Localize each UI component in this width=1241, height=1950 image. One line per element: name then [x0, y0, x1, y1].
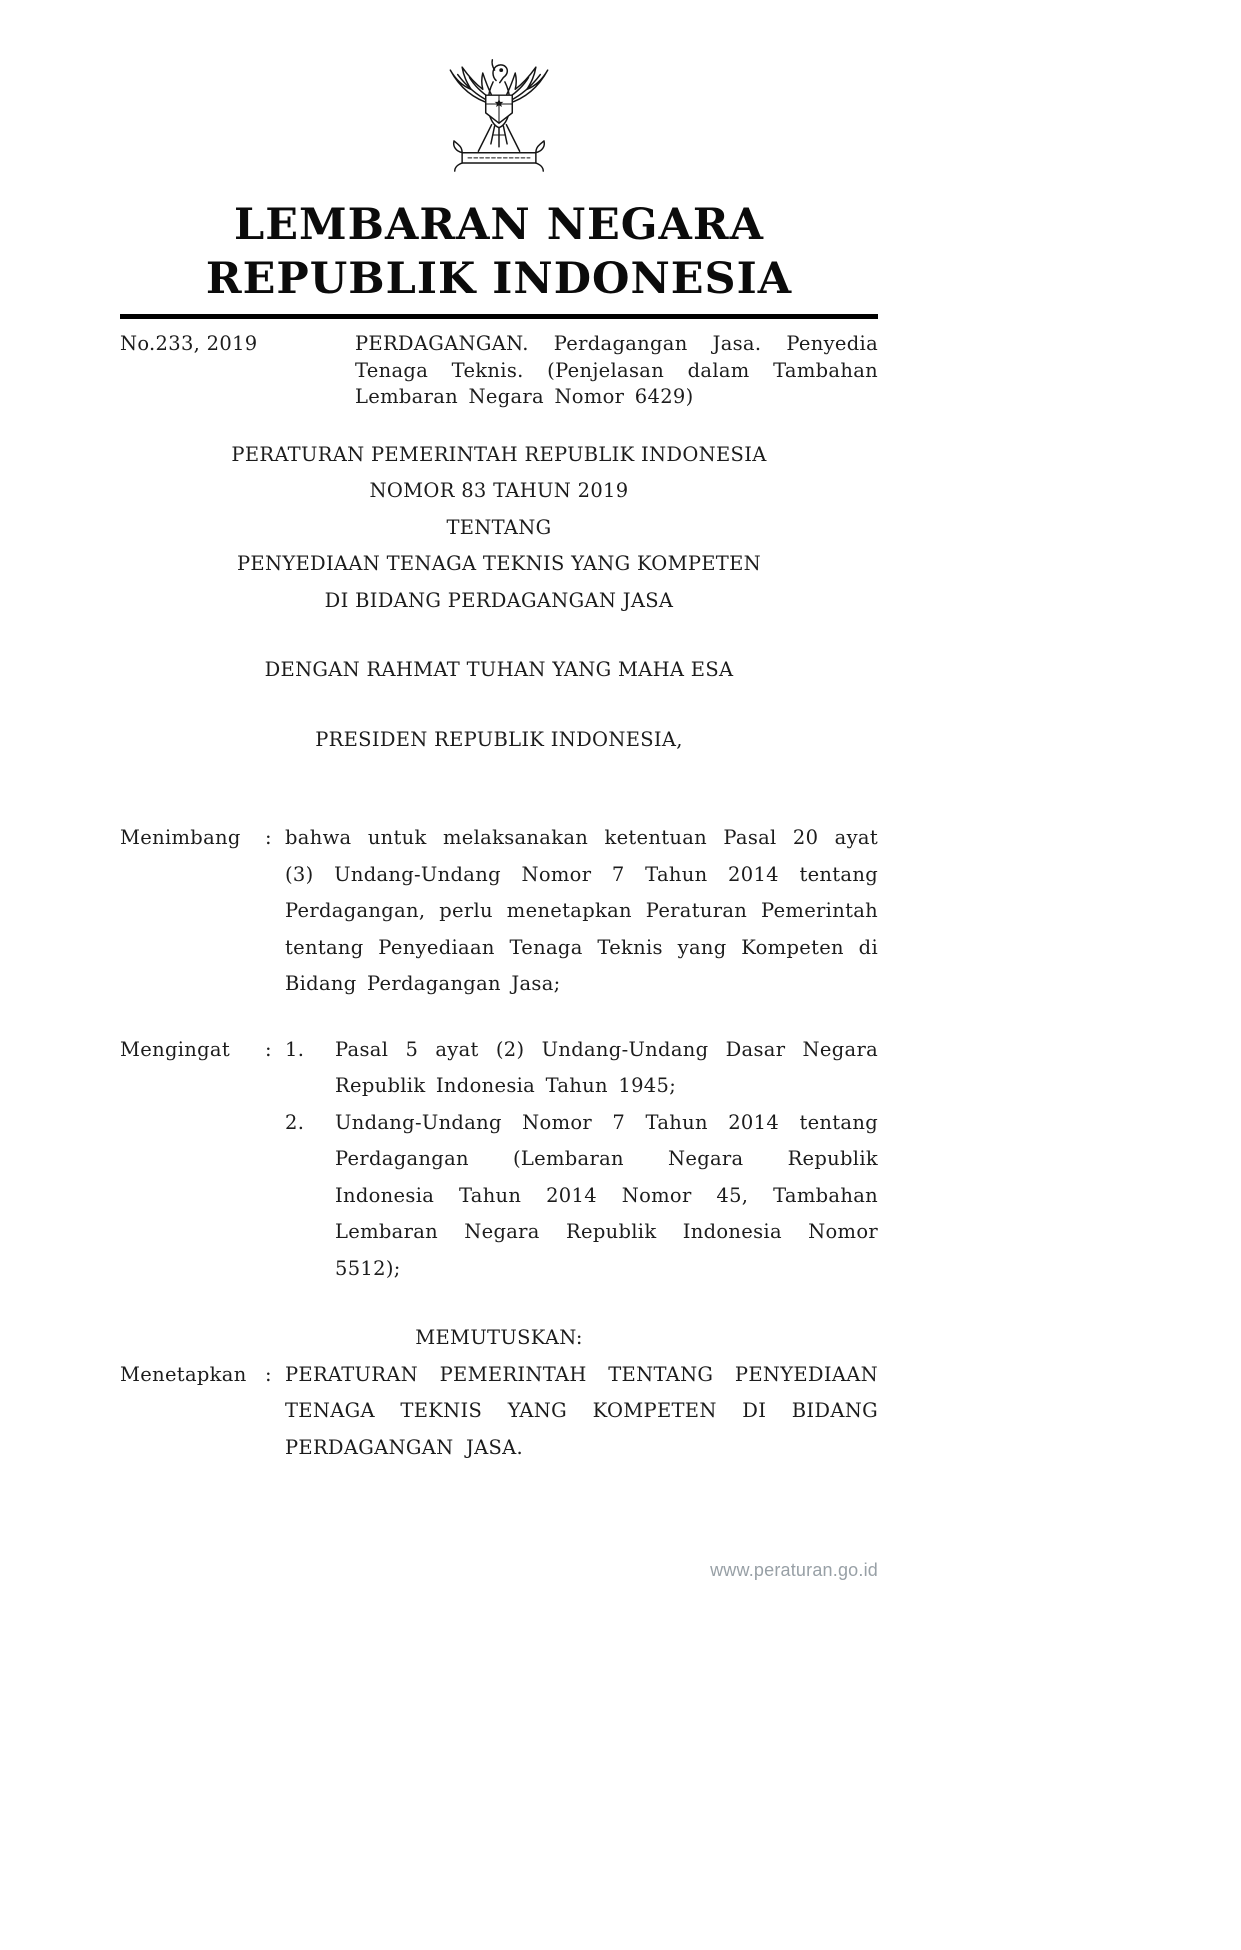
citing-list — [285, 1032, 878, 1288]
gazette-subject: PERDAGANGAN. Perdagangan Jasa. Penyedia Tenaga Teknis. (Penjelasan dalam Tambahan Lembaran Negara Nomor 6429) — [355, 332, 878, 408]
citing-item-2-text: Undang-Undang Nomor 7 Tahun 2014 tentang Perdagangan (Lembaran Negara Republik Indonesia Tahun 2014 Nomor 45, Tambahan Lembaran Negara Republik Indonesia Nomor 5512); — [335, 1110, 878, 1280]
regulation-title-line-4: PENYEDIAAN TENAGA TEKNIS YANG KOMPETEN — [237, 552, 761, 575]
masthead-line2: REPUBLIK INDONESIA — [205, 254, 793, 304]
citing-item-1-text: Pasal 5 ayat (2) Undang-Undang Dasar Negara Republik Indonesia Tahun 1945; — [335, 1037, 878, 1097]
regulation-title-line-3: TENTANG — [446, 515, 552, 539]
invocation-line: DENGAN RAHMAT TUHAN YANG MAHA ESA — [264, 658, 734, 681]
watermark: www.peraturan.go.id — [710, 1560, 878, 1580]
authority-line: PRESIDEN REPUBLIK INDONESIA, — [315, 727, 683, 751]
establishing-text: PERATURAN PEMERINTAH TENTANG PENYEDIAAN TENAGA TEKNIS YANG KOMPETEN DI BIDANG PERDAGANGAN JASA. — [285, 1362, 878, 1459]
masthead-rule — [120, 314, 878, 319]
regulation-title — [120, 437, 878, 620]
establishing-label: Menetapkan — [120, 1362, 247, 1386]
regulation-title-line-5: DI BIDANG PERDAGANGAN JASA — [324, 588, 674, 612]
considering-clause — [120, 820, 878, 1003]
gazette-header — [120, 331, 878, 411]
considering-colon: : — [265, 826, 272, 849]
citing-item-2-number: 2. — [285, 1110, 305, 1134]
page-content — [120, 0, 878, 1581]
regulation-title-line-2: NOMOR 83 TAHUN 2019 — [369, 479, 629, 502]
emblem-wrap — [120, 0, 878, 188]
citing-colon: : — [265, 1037, 272, 1061]
establishing-colon: : — [265, 1362, 272, 1386]
establishing-clause — [120, 1357, 878, 1467]
citing-item-1-number: 1. — [285, 1037, 305, 1061]
citing-label: Mengingat — [120, 1037, 230, 1061]
gazette-number: No.233, 2019 — [120, 332, 258, 355]
garuda-pancasila-emblem — [440, 58, 558, 184]
regulation-title-line-1: PERATURAN PEMERINTAH REPUBLIK INDONESIA — [231, 442, 767, 466]
masthead-line1: LEMBARAN NEGARA — [234, 200, 764, 250]
citing-item-1 — [285, 1032, 878, 1105]
considering-text: bahwa untuk melaksanakan ketentuan Pasal 20 ayat (3) Undang-Undang Nomor 7 Tahun 2014 tentang Perdagangan, perlu menetapkan Peraturan Pemerintah tentang Penyediaan Tenaga Teknis yang Kompeten di Bidang Perdagangan Jasa; — [285, 826, 878, 995]
masthead-title — [120, 198, 878, 306]
decision-heading: MEMUTUSKAN: — [415, 1326, 583, 1349]
citing-item-2 — [285, 1105, 878, 1288]
considering-label: Menimbang — [120, 826, 241, 849]
citing-clause — [120, 1032, 878, 1288]
